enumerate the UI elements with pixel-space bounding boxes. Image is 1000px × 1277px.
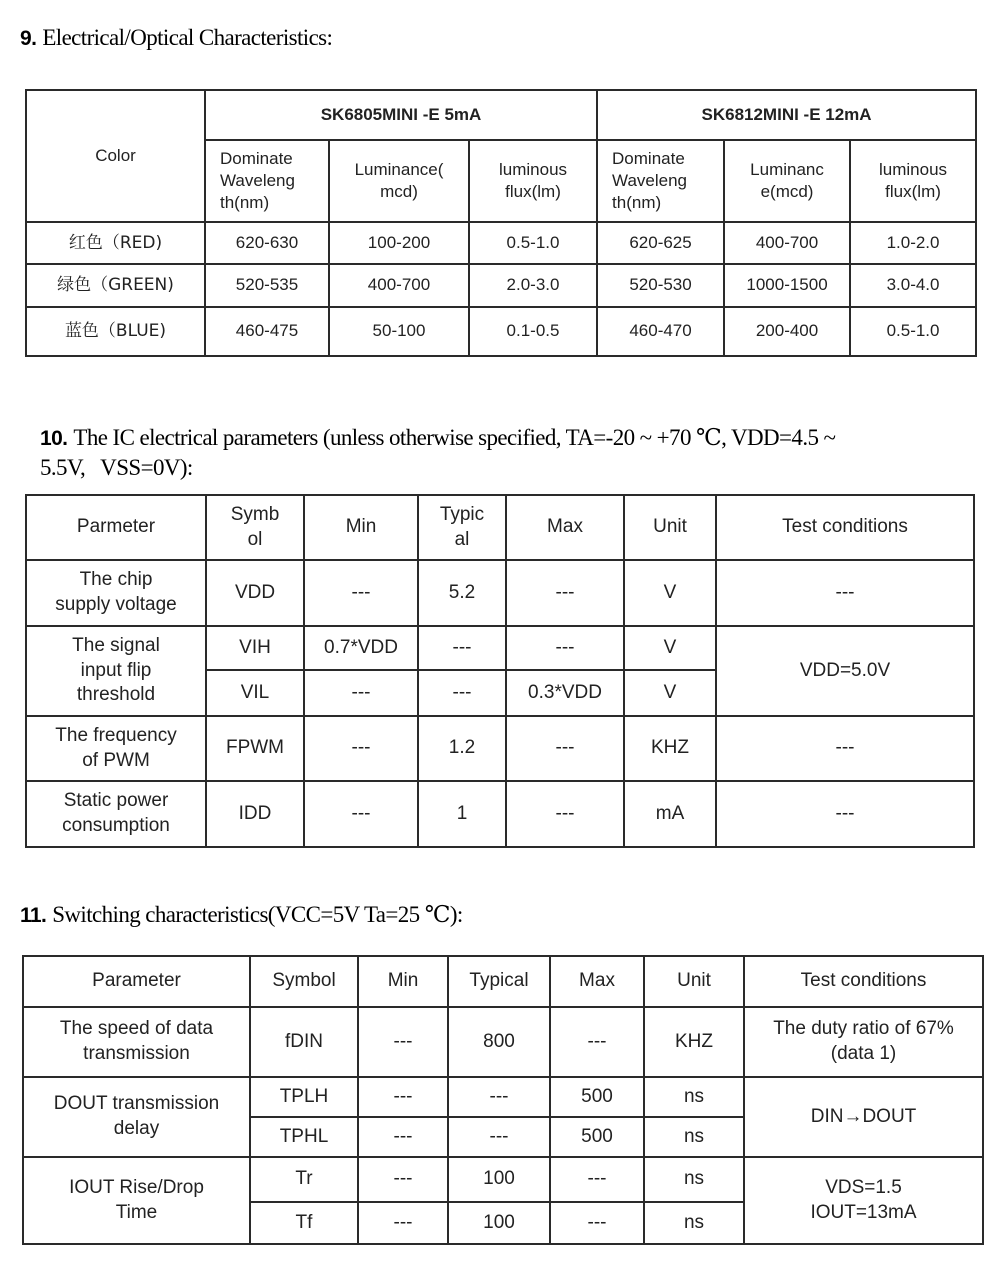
cell: ---	[358, 1007, 448, 1077]
cell: ---	[304, 781, 418, 847]
cell: ns	[644, 1077, 744, 1117]
condition-cell: VDD=5.0V	[716, 626, 974, 716]
cell: ---	[506, 781, 624, 847]
color-cell: 红色（RED)	[26, 222, 205, 264]
table-row	[26, 716, 974, 781]
cell: Tf	[250, 1202, 358, 1244]
col-header: Typic al	[418, 495, 506, 560]
table-row	[23, 1157, 983, 1202]
cell: IDD	[206, 781, 304, 847]
cell: TPLH	[250, 1077, 358, 1117]
table-row	[26, 781, 974, 847]
cell: 620-630	[205, 222, 329, 264]
cell: V	[624, 560, 716, 626]
cell: ns	[644, 1117, 744, 1157]
col-header: Symb ol	[206, 495, 304, 560]
cell: 800	[448, 1007, 550, 1077]
cell: 3.0-4.0	[850, 264, 976, 307]
cell: FPWM	[206, 716, 304, 781]
ic-electrical-parameters-table	[25, 494, 975, 848]
cell: 200-400	[724, 307, 850, 356]
condition-cell: The duty ratio of 67% (data 1)	[744, 1007, 983, 1077]
cell: ---	[418, 670, 506, 716]
color-header: Color	[26, 90, 205, 222]
section-10-heading-line2	[40, 452, 193, 483]
cell: V	[624, 626, 716, 670]
cell: fDIN	[250, 1007, 358, 1077]
cell: ---	[304, 560, 418, 626]
table-row	[26, 626, 974, 670]
section-title-line1: The IC electrical parameters (unless otherwise specified, TA=-20 ~ +70 ℃, VDD=4.5 ~	[73, 425, 836, 450]
section-number: 11.	[20, 904, 47, 927]
cell: 0.5-1.0	[469, 222, 597, 264]
cell: 460-470	[597, 307, 724, 356]
col-header: Max	[506, 495, 624, 560]
table-row	[23, 1007, 983, 1077]
cell: 520-535	[205, 264, 329, 307]
cell: 620-625	[597, 222, 724, 264]
cell: 0.1-0.5	[469, 307, 597, 356]
cell: 520-530	[597, 264, 724, 307]
cell: ---	[550, 1157, 644, 1202]
cell: VDD	[206, 560, 304, 626]
cell: 100	[448, 1157, 550, 1202]
cell: KHZ	[644, 1007, 744, 1077]
table-row	[26, 560, 974, 626]
col-header: Typical	[448, 956, 550, 1007]
group-header-sk6812: SK6812MINI -E 12mA	[597, 90, 976, 140]
col-header: Min	[358, 956, 448, 1007]
sub-header: Dominate Waveleng th(nm)	[597, 140, 724, 222]
section-10-heading	[40, 422, 835, 453]
col-header: Min	[304, 495, 418, 560]
param-cell: The signal input flip threshold	[26, 626, 206, 716]
cell: ---	[506, 626, 624, 670]
param-cell: DOUT transmission delay	[23, 1077, 250, 1157]
cell: ---	[550, 1007, 644, 1077]
group-header-sk6805: SK6805MINI -E 5mA	[205, 90, 597, 140]
cell: ---	[506, 716, 624, 781]
color-cell: 绿色（GREEN)	[26, 264, 205, 307]
switching-characteristics-table	[22, 955, 984, 1245]
param-cell: The speed of data transmission	[23, 1007, 250, 1077]
col-header: Unit	[624, 495, 716, 560]
sub-header: luminous flux(lm)	[850, 140, 976, 222]
col-header: Unit	[644, 956, 744, 1007]
section-title: Electrical/Optical Characteristics:	[42, 25, 333, 50]
condition-cell: VDS=1.5 IOUT=13mA	[744, 1157, 983, 1244]
table-row	[23, 1077, 983, 1117]
cell: 1000-1500	[724, 264, 850, 307]
cell: ---	[418, 626, 506, 670]
cell: ---	[304, 670, 418, 716]
cell: ---	[716, 781, 974, 847]
col-header: Max	[550, 956, 644, 1007]
sub-header: luminous flux(lm)	[469, 140, 597, 222]
cell: 5.2	[418, 560, 506, 626]
table-row	[26, 307, 976, 356]
section-title-line2: 5.5V, VSS=0V):	[40, 455, 193, 480]
cell: 100	[448, 1202, 550, 1244]
sub-header: Luminance( mcd)	[329, 140, 469, 222]
section-number: 10.	[40, 427, 68, 450]
table-row	[26, 264, 976, 307]
cell: ---	[358, 1117, 448, 1157]
cell: ns	[644, 1157, 744, 1202]
param-cell: Static power consumption	[26, 781, 206, 847]
cell: 400-700	[329, 264, 469, 307]
cell: V	[624, 670, 716, 716]
cell: ---	[550, 1202, 644, 1244]
cell: ns	[644, 1202, 744, 1244]
cell: 1.2	[418, 716, 506, 781]
param-cell: The chip supply voltage	[26, 560, 206, 626]
cell: VIH	[206, 626, 304, 670]
header-row	[23, 956, 983, 1007]
cell: 500	[550, 1117, 644, 1157]
sub-header: Dominate Waveleng th(nm)	[205, 140, 329, 222]
color-cell: 蓝色（BLUE)	[26, 307, 205, 356]
sub-header: Luminanc e(mcd)	[724, 140, 850, 222]
col-header: Parmeter	[26, 495, 206, 560]
cell: 0.5-1.0	[850, 307, 976, 356]
cell: ---	[358, 1077, 448, 1117]
header-row	[26, 495, 974, 560]
condition-cell: DIN→DOUT	[744, 1077, 983, 1157]
section-11-heading	[20, 899, 463, 930]
param-cell: The frequency of PWM	[26, 716, 206, 781]
cell: 50-100	[329, 307, 469, 356]
col-header: Test conditions	[744, 956, 983, 1007]
cell: 1	[418, 781, 506, 847]
table-row	[26, 222, 976, 264]
cell: 0.7*VDD	[304, 626, 418, 670]
cell: KHZ	[624, 716, 716, 781]
section-number: 9.	[20, 27, 37, 50]
param-cell: IOUT Rise/Drop Time	[23, 1157, 250, 1244]
optical-characteristics-table	[25, 89, 977, 357]
cell: ---	[506, 560, 624, 626]
cell: 100-200	[329, 222, 469, 264]
cell: 500	[550, 1077, 644, 1117]
cell: 1.0-2.0	[850, 222, 976, 264]
cell: 400-700	[724, 222, 850, 264]
cell: 0.3*VDD	[506, 670, 624, 716]
cell: mA	[624, 781, 716, 847]
cell: ---	[358, 1157, 448, 1202]
cell: VIL	[206, 670, 304, 716]
cell: ---	[448, 1117, 550, 1157]
cell: ---	[358, 1202, 448, 1244]
cell: 2.0-3.0	[469, 264, 597, 307]
cell: TPHL	[250, 1117, 358, 1157]
cell: ---	[716, 716, 974, 781]
cell: ---	[304, 716, 418, 781]
cell: Tr	[250, 1157, 358, 1202]
col-header: Symbol	[250, 956, 358, 1007]
cell: 460-475	[205, 307, 329, 356]
cell: ---	[716, 560, 974, 626]
section-title: Switching characteristics(VCC=5V Ta=25 ℃):	[52, 902, 463, 927]
cell: ---	[448, 1077, 550, 1117]
section-9-heading	[20, 22, 332, 53]
col-header: Parameter	[23, 956, 250, 1007]
col-header: Test conditions	[716, 495, 974, 560]
